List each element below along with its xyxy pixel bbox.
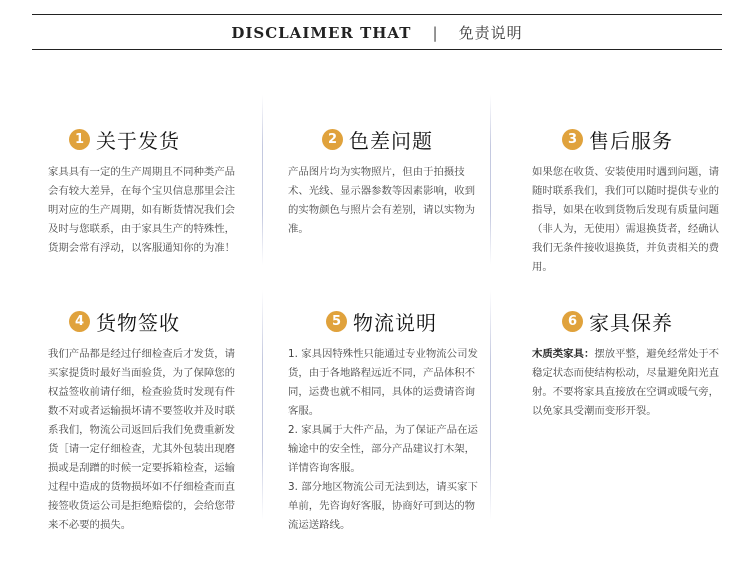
- card-body: [288, 345, 483, 535]
- card-heading: [532, 307, 727, 336]
- card-text: 家具具有一定的生产周期且不同种类产品会有较大差异，在每个宝贝信息那里会注明对应的生产周期，如有断货情况我们会及时与您联系，由于家具生产的特殊性，货期会常有浮动，以客服通知你的为准！: [48, 166, 236, 254]
- card-receipt: [48, 307, 243, 535]
- card-text-rest: 摆放平整，避免经常处于不稳定状态而使结构松动，尽量避免阳光直射。不要将家具直接放在空调或暖气旁，以免家具受潮而变形开裂。: [532, 348, 720, 417]
- column-divider-4: [490, 290, 491, 520]
- column-divider-3: [262, 290, 263, 520]
- card-body: [48, 345, 243, 535]
- card-list-item: 2. 家具属于大件产品，为了保证产品在运输途中的安全性，部分产品建议打木架，详情咨询客服。: [288, 424, 478, 474]
- header-title-chinese: 免责说明: [458, 24, 523, 42]
- card-title: 货物签收: [96, 311, 180, 335]
- card-body: [532, 163, 727, 277]
- card-title: 物流说明: [353, 311, 437, 335]
- card-list-item: 1. 家具因特殊性只能通过专业物流公司发货，由于各地路程远近不同，产品体积不同，运费也就不相同，具体的运费请咨询客服。: [288, 348, 478, 417]
- number-badge: 5: [326, 311, 347, 332]
- card-after-sales: [532, 125, 727, 277]
- card-heading: [288, 125, 483, 154]
- card-body: [532, 345, 727, 421]
- card-title: 色差问题: [349, 129, 433, 153]
- card-furniture-care: [532, 307, 727, 421]
- card-text: [532, 345, 727, 421]
- card-shipping: [48, 125, 243, 258]
- card-title: 家具保养: [589, 311, 673, 335]
- card-heading: [48, 307, 243, 336]
- number-badge: 1: [69, 129, 90, 150]
- card-heading: [532, 125, 727, 154]
- card-heading: [288, 307, 483, 336]
- card-body: [48, 163, 243, 258]
- number-badge: 6: [562, 311, 583, 332]
- number-badge: 3: [562, 129, 583, 150]
- card-title: 关于发货: [96, 129, 180, 153]
- header-title-english: DISCLAIMER THAT: [231, 24, 412, 42]
- card-title: 售后服务: [589, 129, 673, 153]
- number-badge: 2: [322, 129, 343, 150]
- card-text: 产品图片均为实物照片，但由于拍摄技术、光线、显示器参数等因素影响，收到的实物颜色与照片会有差别，请以实物为准。: [288, 166, 476, 235]
- card-heading: [48, 125, 243, 154]
- card-logistics: [288, 307, 483, 535]
- disclaimer-header: [32, 14, 722, 50]
- column-divider-2: [490, 95, 491, 265]
- header-separator: |: [432, 24, 438, 42]
- column-divider-1: [262, 95, 263, 265]
- card-color-difference: [288, 125, 483, 239]
- card-text: 如果您在收货、安装使用时遇到问题，请随时联系我们，我们可以随时提供专业的指导，如果在收到货物后发现有质量问题（非人为，无使用）需退换货者，经确认我们无条件接收退换货，并负责相关的费用。: [532, 166, 720, 273]
- card-body: [288, 163, 483, 239]
- number-badge: 4: [69, 311, 90, 332]
- card-list-item: 3. 部分地区物流公司无法到达，请买家下单前，先咨询好客服，协商好可到达的物流运送路线。: [288, 481, 478, 531]
- card-text-lead: 木质类家具：: [532, 348, 595, 360]
- card-text: 我们产品都是经过仔细检查后才发货，请买家提货时最好当面验货，为了保障您的权益签收前请仔细，检查验货时发现有件数不对或者运输损坏请不要签收并及时联系我们，物流公司返回后我们免费重新发货［请一定仔细检查，尤其外包装出现磨损或是刮蹭的时候一定要拆箱检查，运输过程中造成的货物损坏如不仔细检查而直接签收货运公司是拒绝赔偿的，会给您带来不必要的损失。: [48, 348, 236, 531]
